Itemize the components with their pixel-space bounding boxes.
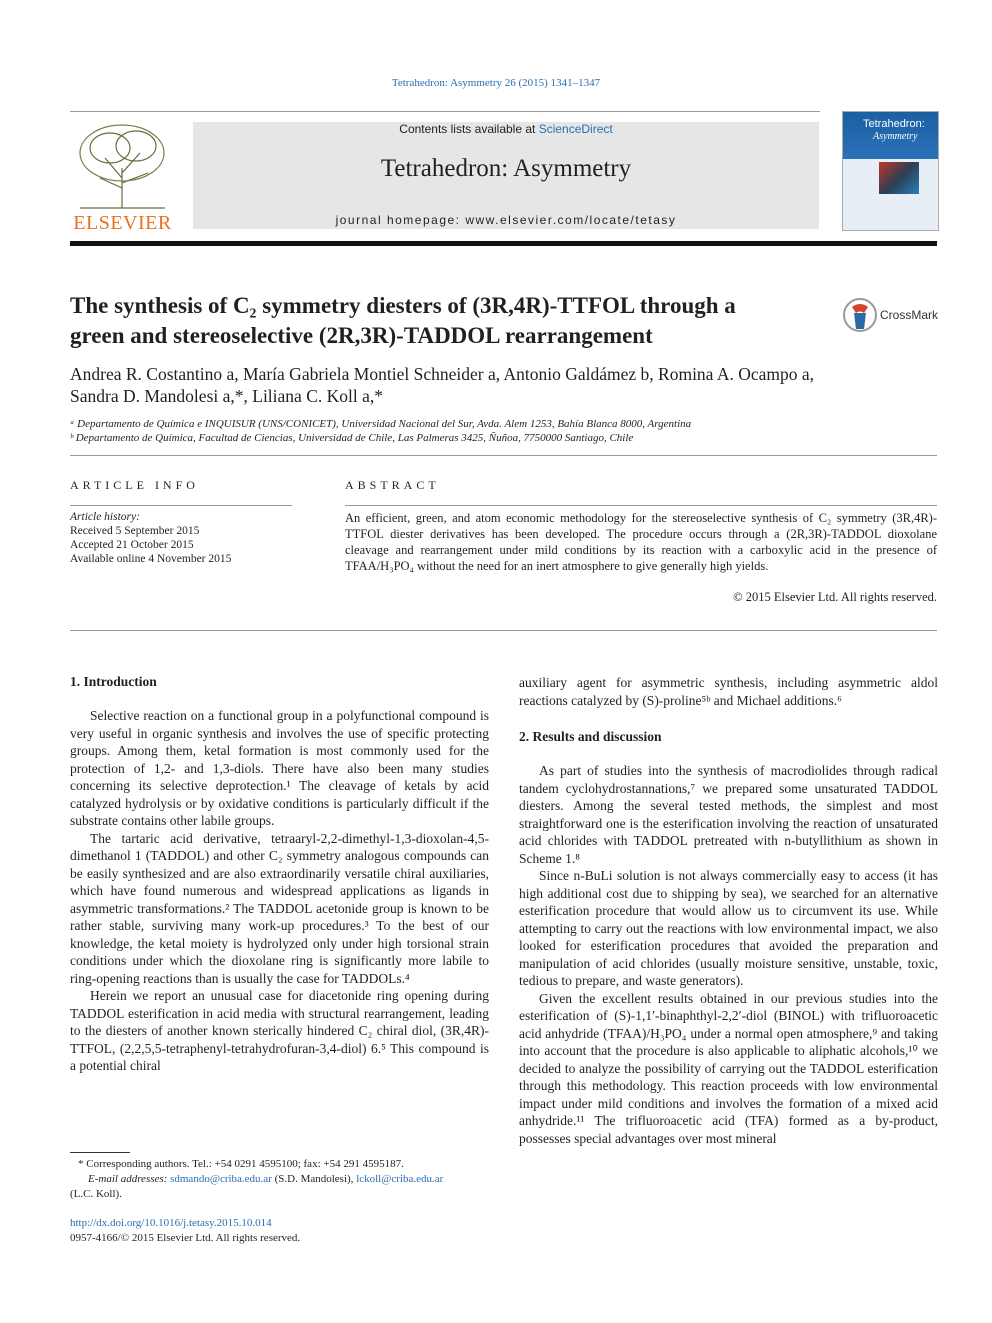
footnotes [70,1157,489,1202]
history-label: Article history: [70,511,140,523]
article-info-heading: ARTICLE INFO [70,478,199,492]
crossmark-badge[interactable] [842,297,942,335]
accepted-date: Accepted 21 October 2015 [70,539,194,551]
abstract-copyright: © 2015 Elsevier Ltd. All rights reserved. [733,590,937,604]
affiliation-a: ᵃ Departamento de Química e INQUISUR (UNS/CONICET), Universidad Nacional del Sur, Avda. Alem 1253, Bahía Blanca 8000, Argentina [70,418,692,430]
article-info-rule [70,505,292,506]
journal-title: Tetrahedron: Asymmetry [380,155,632,182]
introduction-section [70,674,489,1075]
crossmark-label: CrossMark [880,308,939,322]
authors-line-2: Sandra D. Mandolesi a,*, Liliana C. Koll a,* [70,386,383,406]
intro-paragraph-1: Selective reaction on a functional group in a polyfunctional compound is very useful in organic synthesis and involves the use of specific protecting groups. Among them, ketal formation is most commonly used for the protection of 1,2- and 1,3-diols. There have also been many studies concerning its selective deprotection.¹ The cleavage of ketals by acid catalyzed hydrolysis or by oxidative conditions is particularly difficult if the substrate contains other labile groups. [70,708,489,828]
email-name-koll: (L.C. Koll). [70,1188,122,1200]
title-line-1: The synthesis of C₂ symmetry diesters of (3R,4R)-TTFOL through a [70,293,736,318]
journal-citation[interactable]: Tetrahedron: Asymmetry 26 (2015) 1341–1347 [391,77,601,89]
authors-line-1: Andrea R. Costantino a, María Gabriela Montiel Schneider a, Antonio Galdámez b, Romina A. Ocampo a, [70,364,815,384]
footnote-rule [70,1152,130,1153]
intro-continuation: auxiliary agent for asymmetric synthesis, including asymmetric aldol reactions catalyzed by (S)-proline⁵ᵇ and Michael additions.⁶ [519,675,938,708]
email-link-koll[interactable]: lckoll@criba.edu.ar [356,1173,444,1185]
email-link-mandolesi[interactable]: sdmando@criba.edu.ar [170,1173,272,1185]
corresponding-note: * Corresponding authors. Tel.: +54 0291 4595100; fax: +54 291 4595187. [78,1158,404,1170]
abstract-bottom-rule [70,630,937,631]
intro-paragraph-3: Herein we report an unusual case for diacetonide ring opening during TADDOL esterification in acid media with structural rearrangement, leading to the diesters of another known sterically hindered C₂ chiral diol, (3R,4R)-TTFOL, (2,2,5,5-tetraphenyl-tetrahydrofuran-3,4-diol) 6.⁵ This compound is a potential chiral [70,988,489,1073]
abstract-rule [345,505,937,506]
cover-title: Tetrahedron: [863,118,925,130]
right-column [519,674,938,1147]
contents-prefix: Contents lists available at [399,122,539,136]
cover-graphic [879,162,919,194]
sciencedirect-link[interactable]: ScienceDirect [538,122,613,136]
email-label: E-mail addresses: [88,1173,168,1185]
abstract-text: An efficient, green, and atom economic methodology for the stereoselective synthesis of C₂ symmetry (3R,4R)-TTFOL diester derivatives has been developed. The procedure occurs through a (2R,3R)-TADDOL dioxolane cleavage and rearrangement under mild conditions by its reaction with a carboxylic acid in the presence of TFAA/H₃PO₄ without the need for an inert atmosphere to give generally high yields. [345,511,937,573]
title-line-2: green and stereoselective (2R,3R)-TADDOL rearrangement [70,323,653,348]
results-body [519,762,938,1147]
introduction-heading: 1. Introduction [70,674,157,689]
affiliation-b: ᵇ Departamento de Química, Facultad de Ciencias, Universidad de Chile, Las Palmeras 3425, Ñuñoa, 7750000 Santiago, Chile [70,432,634,444]
results-heading: 2. Results and discussion [519,729,662,744]
affiliation-rule [70,455,937,456]
contents-line [193,122,819,136]
cover-subtitle: Asymmetry [873,131,918,142]
online-date: Available online 4 November 2015 [70,553,232,565]
header-rule [70,111,820,112]
issn-line: 0957-4166/© 2015 Elsevier Ltd. All rights reserved. [70,1232,301,1244]
intro-paragraph-2: The tartaric acid derivative, tetraaryl-2,2-dimethyl-1,3-dioxolan-4,5-dimethanol 1 (TADDOL) and other C₂ symmetry analogous compounds can be easily synthesized and are also extraordinarily versatile chiral auxiliaries, which have found numerous and widespread applications as ligands in asymmetric transformations.² The TADDOL acetonide group is known to be rather stable, surviving many work-up procedures.³ To the best of our knowledge, the ketal moiety is hydrolyzed only under high torsional strain conditions under which the dioxolane ring is significantly more labile to ring-opening reactions than is usually the case for TADDOLs.⁴ [70,830,489,986]
article-title [70,291,830,351]
doi-block [70,1216,489,1246]
crossmark-icon [842,297,878,333]
author-list [70,363,940,407]
article-history [70,510,300,566]
elsevier-tree-icon [70,118,175,213]
results-paragraph-1: As part of studies into the synthesis of macrodiolides through radical tandem cyclohydrostannations,⁷ we prepared some unsaturated TADDOL diesters. Among the several tested methods, the simplest and most straightforward one is the esterification involving the reaction of unsaturated acid chlorides with TADDOL pretreated with n-butyllithium as shown in Scheme 1.⁸ [519,763,938,866]
results-paragraph-3: Given the excellent results obtained in our previous studies into the esterification of (S)-1,1′-binaphthyl-2,2′-diol (BINOL) with trifluoroacetic acid anhydride (TFAA)/H₃PO₄ under a normal open atmosphere,⁹ and taking into account that the procedure is also applicable to aliphatic alcohols,¹⁰ we decided to analyze the possibility of carrying out the TADDOL esterification through this methodology. This reaction proceeds with low environmental impact under mild conditions and involves the formation of a mixed acid anhydride.¹¹ The trifluoroacetic acid (TFA) formed as a by-product, possesses special advantages over most mineral [519,990,938,1146]
email-name-mandolesi: (S.D. Mandolesi), [274,1173,354,1185]
masthead-rule [70,241,937,246]
elsevier-wordmark: ELSEVIER [73,212,172,234]
doi-link[interactable]: http://dx.doi.org/10.1016/j.tetasy.2015.10.014 [70,1217,272,1229]
elsevier-logo [70,118,175,233]
journal-cover-image [842,111,939,231]
journal-homepage[interactable]: journal homepage: www.elsevier.com/locate/tetasy [335,213,677,227]
results-paragraph-2: Since n-BuLi solution is not always commercially easy to access (it has high additional cost due to shipping by sea), we searched for an alternative esterification procedure that would allow us to circumvent its use. While attempting to carry out the reactions with low environmental impact, we also looked for esterification procedures that avoided the preparation and manipulation of acid chlorides (usually moisture sensitive, unstable, toxic, tedious to prepare, and waste generators). [519,868,938,988]
abstract-heading: ABSTRACT [345,478,440,492]
received-date: Received 5 September 2015 [70,525,200,537]
introduction-body [70,707,489,1075]
